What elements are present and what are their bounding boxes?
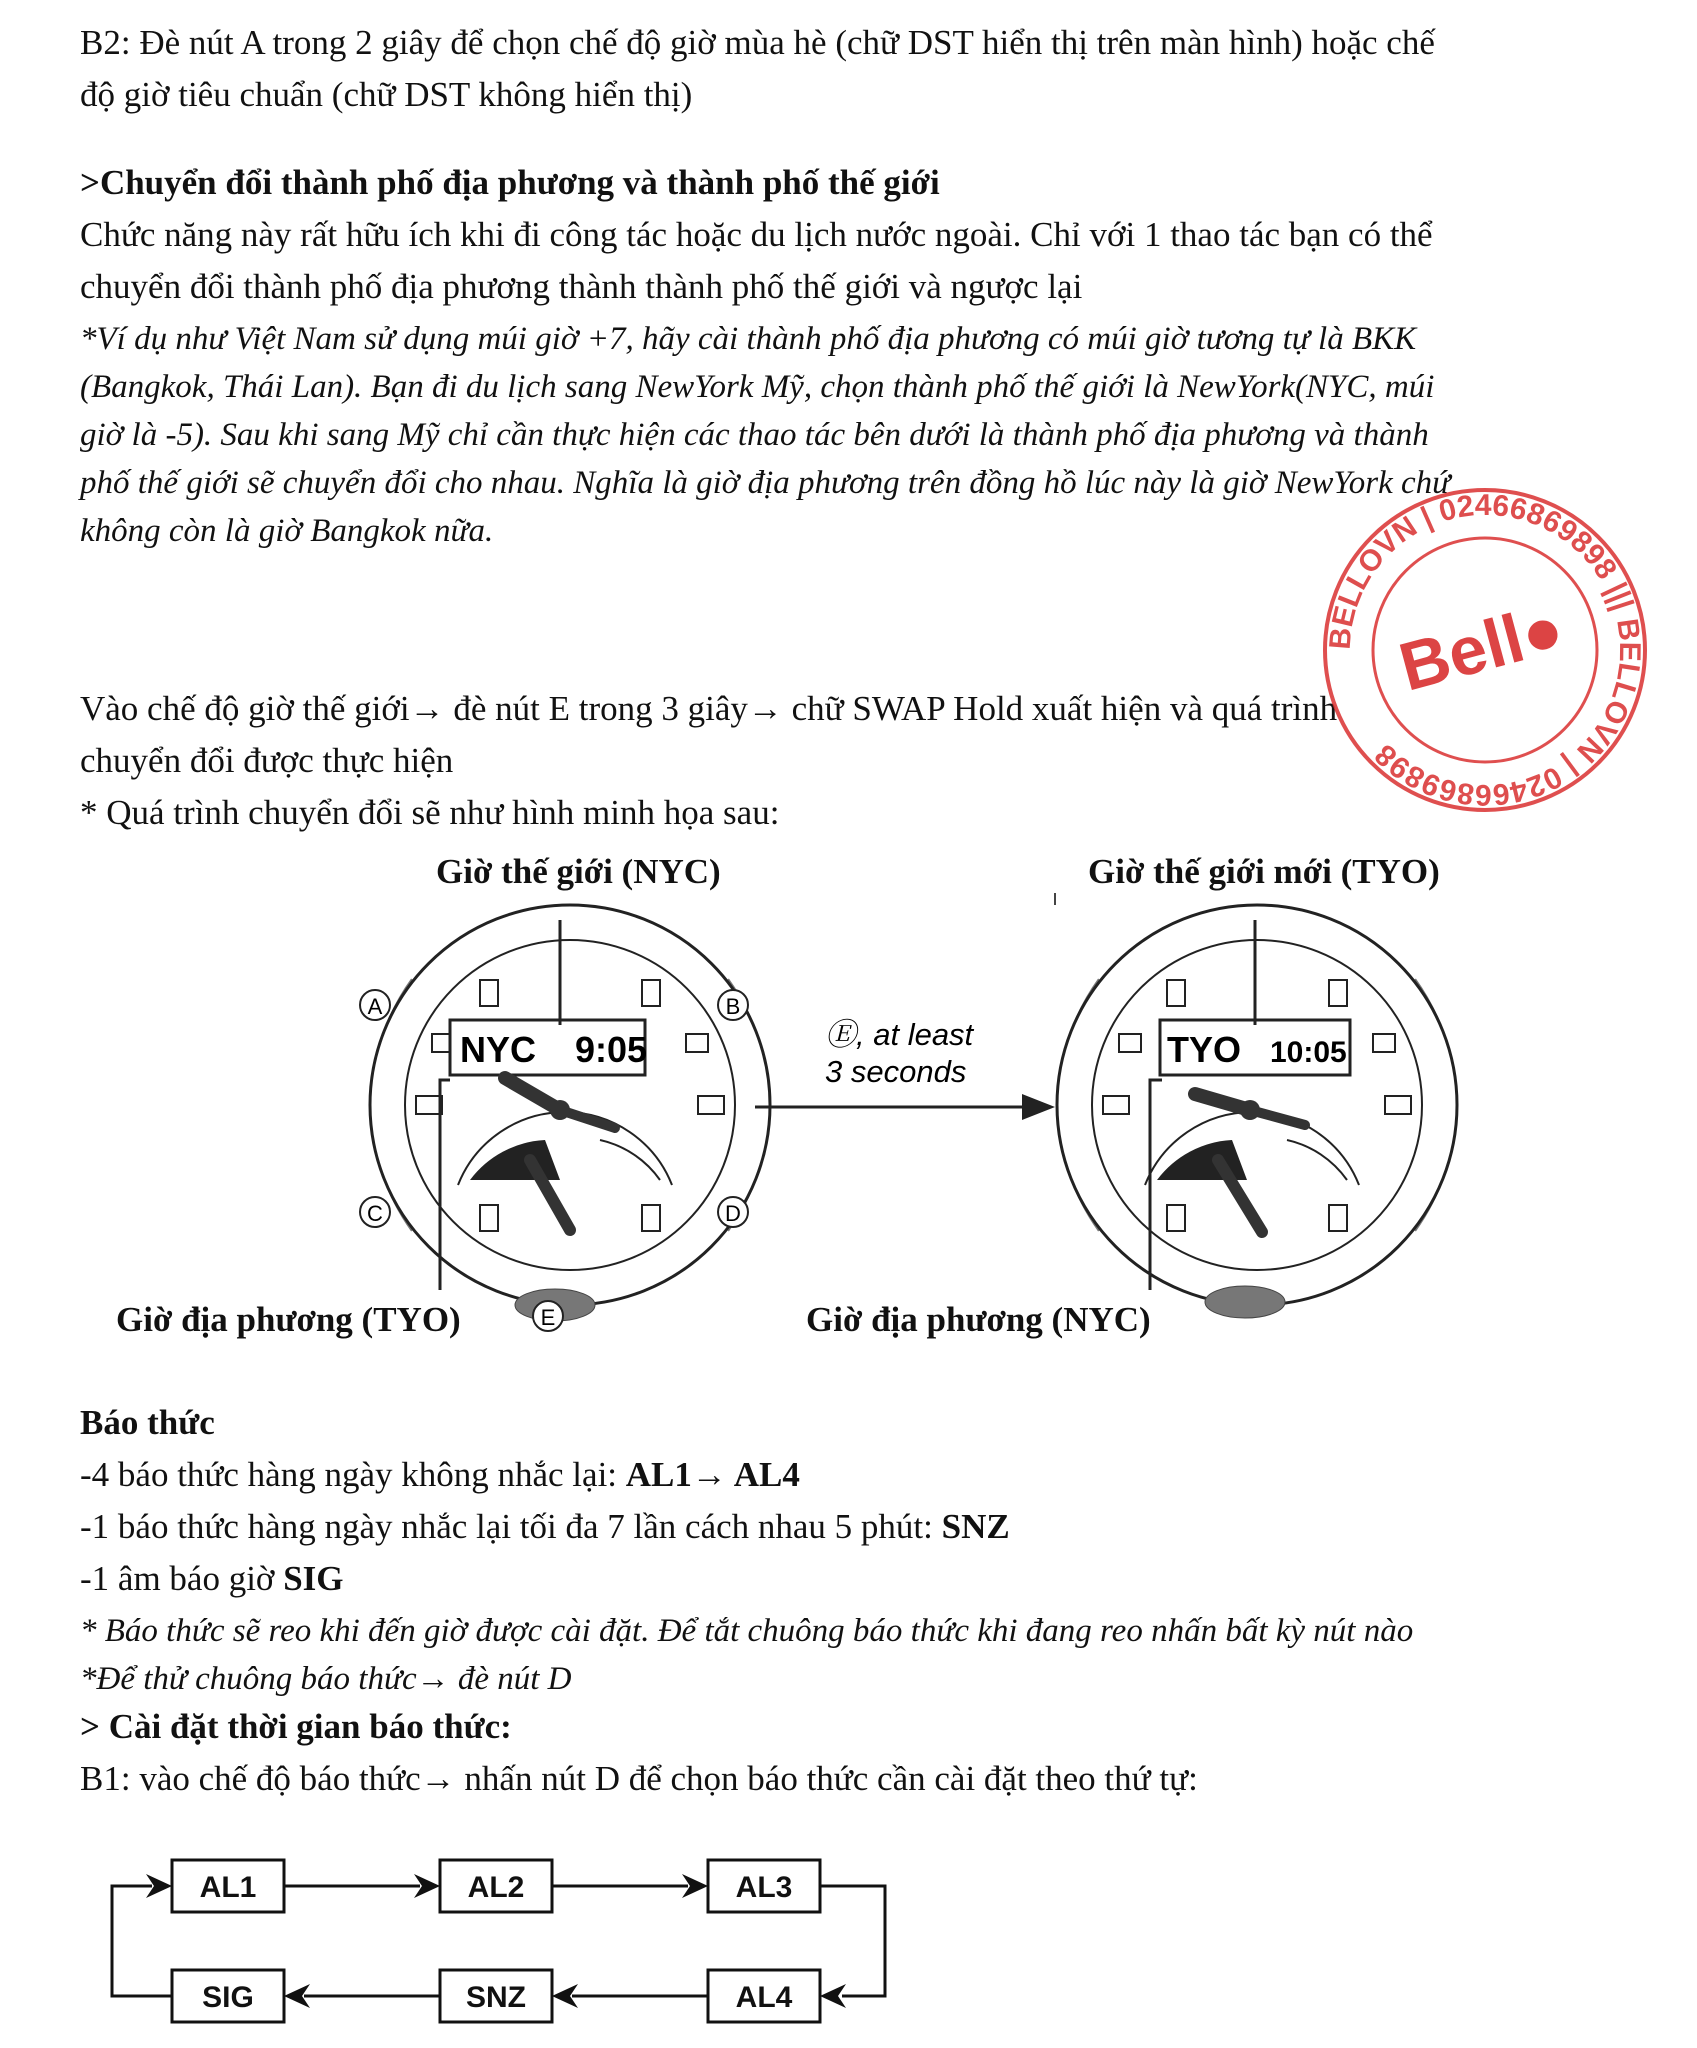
- example-line-4: phố thế giới sẽ chuyển đổi cho nhau. Nghĩa là giờ địa phương trên đồng hồ lúc này là giờ NewYork chứ: [80, 465, 1451, 501]
- svg-text:SIG: SIG: [202, 1981, 254, 2014]
- left-display-city: NYC: [460, 1029, 537, 1070]
- step-line-2: chuyển đổi được thực hiện: [80, 741, 454, 780]
- arrow-caption-2: 3 seconds: [825, 1054, 967, 1089]
- alarm-line-2: -1 báo thức hàng ngày nhắc lại tối đa 7 lần cách nhau 5 phút: SNZ: [80, 1507, 1010, 1546]
- left-bottom-label: Giờ địa phương (TYO): [116, 1300, 461, 1339]
- right-display-city: TYO: [1167, 1029, 1242, 1070]
- button-a-label: A: [367, 994, 383, 1019]
- step-line-1: Vào chế độ giờ thế giới→ đè nút E trong 3 giây→ chữ SWAP Hold xuất hiện và quá trình: [80, 689, 1338, 728]
- stamp-brand: Bell●: [1391, 589, 1572, 706]
- left-display-time: 9:05: [575, 1029, 648, 1070]
- button-d-label: D: [725, 1201, 741, 1226]
- svg-text:AL1: AL1: [199, 1871, 257, 1904]
- alarm-note-1: * Báo thức sẽ reo khi đến giờ được cài đặt. Để tắt chuông báo thức khi đang reo nhấn bất kỳ nút nào: [80, 1613, 1414, 1649]
- swap-heading: >Chuyển đổi thành phố địa phương và thành phố thế giới: [80, 163, 940, 202]
- alarm-line-1: -4 báo thức hàng ngày không nhắc lại: AL1→ AL4: [80, 1455, 800, 1494]
- alarm-setting-heading: > Cài đặt thời gian báo thức:: [80, 1707, 512, 1746]
- svg-text:AL3: AL3: [735, 1871, 793, 1904]
- button-e-label: E: [540, 1305, 556, 1330]
- bello-stamp: [1315, 470, 1655, 830]
- left-top-label: Giờ thế giới (NYC): [436, 852, 721, 891]
- alarm-note-2: *Để thử chuông báo thức→ đè nút D: [80, 1661, 572, 1697]
- swap-para-line-2: chuyển đổi thành phố địa phương thành thành phố thế giới và ngược lại: [80, 267, 1083, 306]
- intro-line-1: B2: Đè nút A trong 2 giây để chọn chế độ giờ mùa hè (chữ DST hiển thị trên màn hình) hoặc chế: [80, 23, 1435, 62]
- example-line-5: không còn là giờ Bangkok nữa.: [80, 513, 494, 549]
- button-c-label: C: [367, 1201, 383, 1226]
- example-line-3: giờ là -5). Sau khi sang Mỹ chỉ cần thực hiện các thao tác bên dưới là thành phố địa phương và thành: [80, 417, 1429, 453]
- alarm-heading: Báo thức: [80, 1403, 215, 1442]
- example-line-1: *Ví dụ như Việt Nam sử dụng múi giờ +7, hãy cài thành phố địa phương có múi giờ tương tự là BKK: [80, 321, 1417, 357]
- right-top-label: Giờ thế giới mới (TYO): [1088, 852, 1440, 891]
- intro-line-2: độ giờ tiêu chuẩn (chữ DST không hiển thị): [80, 75, 693, 114]
- swap-para-line-1: Chức năng này rất hữu ích khi đi công tác hoặc du lịch nước ngoài. Chỉ với 1 thao tác bạn có thể: [80, 215, 1433, 254]
- right-display-time: 10:05: [1270, 1036, 1347, 1069]
- illustration-note: * Quá trình chuyển đổi sẽ như hình minh họa sau:: [80, 793, 780, 832]
- right-bottom-label: Giờ địa phương (NYC): [806, 1300, 1151, 1339]
- alarm-line-3: -1 âm báo giờ SIG: [80, 1559, 344, 1598]
- arrow-caption-1: Ⓔ, at least: [825, 1017, 974, 1052]
- alarm-b1: B1: vào chế độ báo thức→ nhấn nút D để chọn báo thức cần cài đặt theo thứ tự:: [80, 1759, 1198, 1798]
- example-line-2: (Bangkok, Thái Lan). Bạn đi du lịch sang NewYork Mỹ, chọn thành phố thế giới là NewYork(NYC, múi: [80, 369, 1435, 405]
- svg-text:AL4: AL4: [735, 1981, 793, 2014]
- svg-text:SNZ: SNZ: [466, 1981, 526, 2014]
- stamp-ring-text: BELLOVN | 02466869898 ||| BELLOVN | 02466869898: [1323, 488, 1647, 812]
- button-b-label: B: [725, 994, 741, 1019]
- svg-text:AL2: AL2: [467, 1871, 525, 1904]
